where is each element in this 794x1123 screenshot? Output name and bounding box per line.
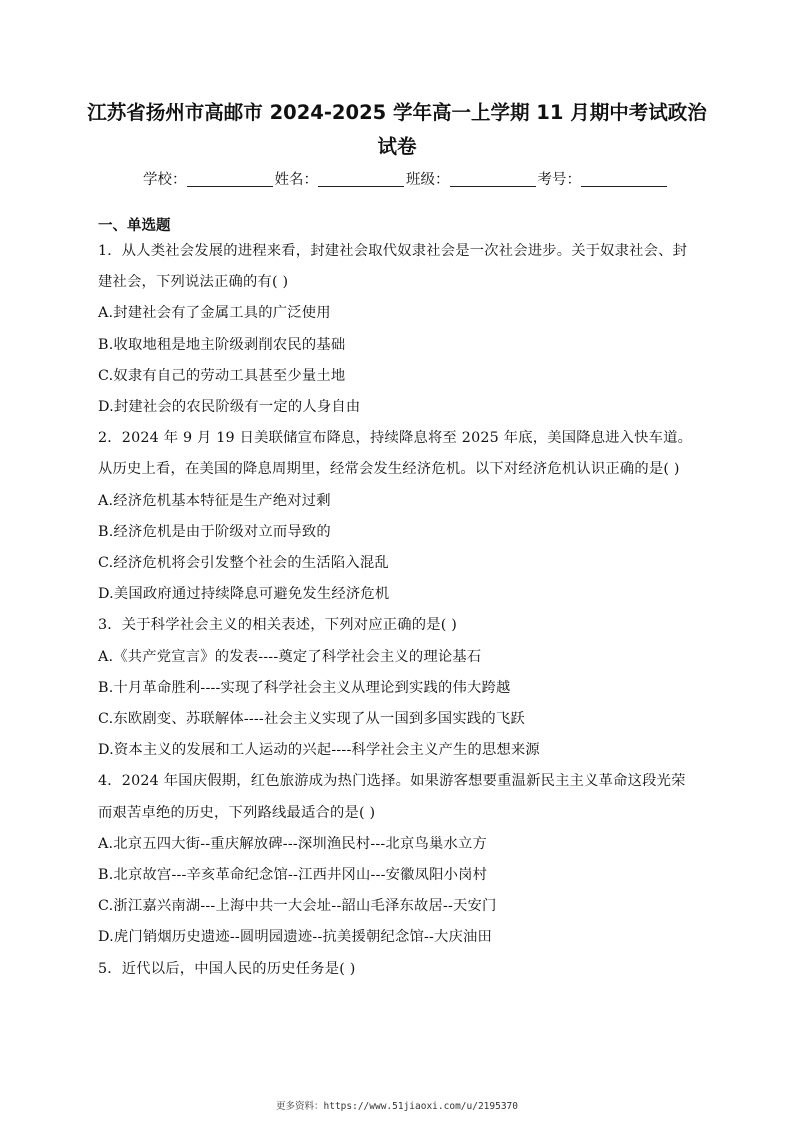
question-option: A.封建社会有了金属工具的广泛使用: [98, 305, 331, 322]
footer-resource-link[interactable]: 更多资料：https://www.51jiaoxi.com/u/2195370: [276, 1101, 518, 1112]
question-option: C.经济危机将会引发整个社会的生活陷入混乱: [98, 555, 389, 572]
question-stem: 5．近代以后，中国人民的历史任务是( ): [98, 960, 356, 977]
question-option: D.资本主义的发展和工人运动的兴起----科学社会主义产生的思想来源: [98, 742, 540, 759]
page-title: [80, 96, 714, 164]
school-blank: [187, 170, 273, 187]
exam-no-label: 考号：: [537, 172, 581, 188]
question-stem: 1．从人类社会发展的进程来看，封建社会取代奴隶社会是一次社会进步。关于奴隶社会、封建社会，下列说法正确的有( ): [98, 243, 688, 291]
question-1: [98, 236, 698, 423]
question-5: [98, 954, 698, 985]
question-option: B.十月革命胜利----实现了科学社会主义从理论到实践的伟大跨越: [98, 679, 511, 696]
question-option: A.《共产党宣言》的发表----奠定了科学社会主义的理论基石: [98, 648, 482, 665]
question-option: C.奴隶有自己的劳动工具甚至少量土地: [98, 367, 346, 384]
question-4: [98, 766, 698, 953]
question-option: D.虎门销烟历史遗迹--圆明园遗迹--抗美援朝纪念馆--大庆油田: [98, 929, 493, 946]
student-info-row: [96, 168, 716, 192]
name-label: 姓名：: [274, 172, 318, 188]
school-label: 学校：: [143, 172, 187, 188]
question-option: B.经济危机是由于阶级对立而导致的: [98, 523, 331, 540]
question-option: D.封建社会的农民阶级有一定的人身自由: [98, 399, 361, 416]
question-stem: 2．2024 年 9 月 19 日美联储宣布降息，持续降息将至 2025 年底，美国降息进入快车道。从历史上看，在美国的降息周期里，经常会发生经济危机。以下对经济危机认识正确的是( ): [98, 430, 693, 478]
question-option: B.北京故宫---辛亥革命纪念馆--江西井冈山---安徽凤阳小岗村: [98, 867, 488, 884]
question-option: C.东欧剧变、苏联解体----社会主义实现了从一国到多国实践的飞跃: [98, 711, 525, 728]
question-option: A.北京五四大街--重庆解放碑---深圳渔民村---北京鸟巢水立方: [98, 835, 487, 852]
question-3: [98, 610, 698, 766]
title-line-2: 试卷: [377, 135, 417, 158]
name-blank: [318, 170, 404, 187]
question-list: [98, 236, 698, 985]
question-option: D.美国政府通过持续降息可避免发生经济危机: [98, 586, 390, 603]
question-option: C.浙江嘉兴南湖---上海中共一大会址--韶山毛泽东故居--天安门: [98, 898, 497, 915]
question-stem: 3．关于科学社会主义的相关表述，下列对应正确的是( ): [98, 617, 458, 634]
question-option: A.经济危机基本特征是生产绝对过剩: [98, 492, 331, 509]
question-option: B.收取地租是地主阶级剥削农民的基础: [98, 336, 346, 353]
exam-no-blank: [581, 170, 667, 187]
class-label: 班级：: [406, 172, 450, 188]
question-stem: 4．2024 年国庆假期，红色旅游成为热门选择。如果游客想要重温新民主主义革命这段光荣而艰苦卓绝的历史，下列路线最适合的是( ): [98, 773, 686, 821]
question-2: [98, 423, 698, 610]
section-title: 一、单选题: [98, 218, 171, 234]
title-line-1: 江苏省扬州市高邮市 2024-2025 学年高一上学期 11 月期中考试政治: [87, 101, 707, 124]
class-blank: [450, 170, 536, 187]
